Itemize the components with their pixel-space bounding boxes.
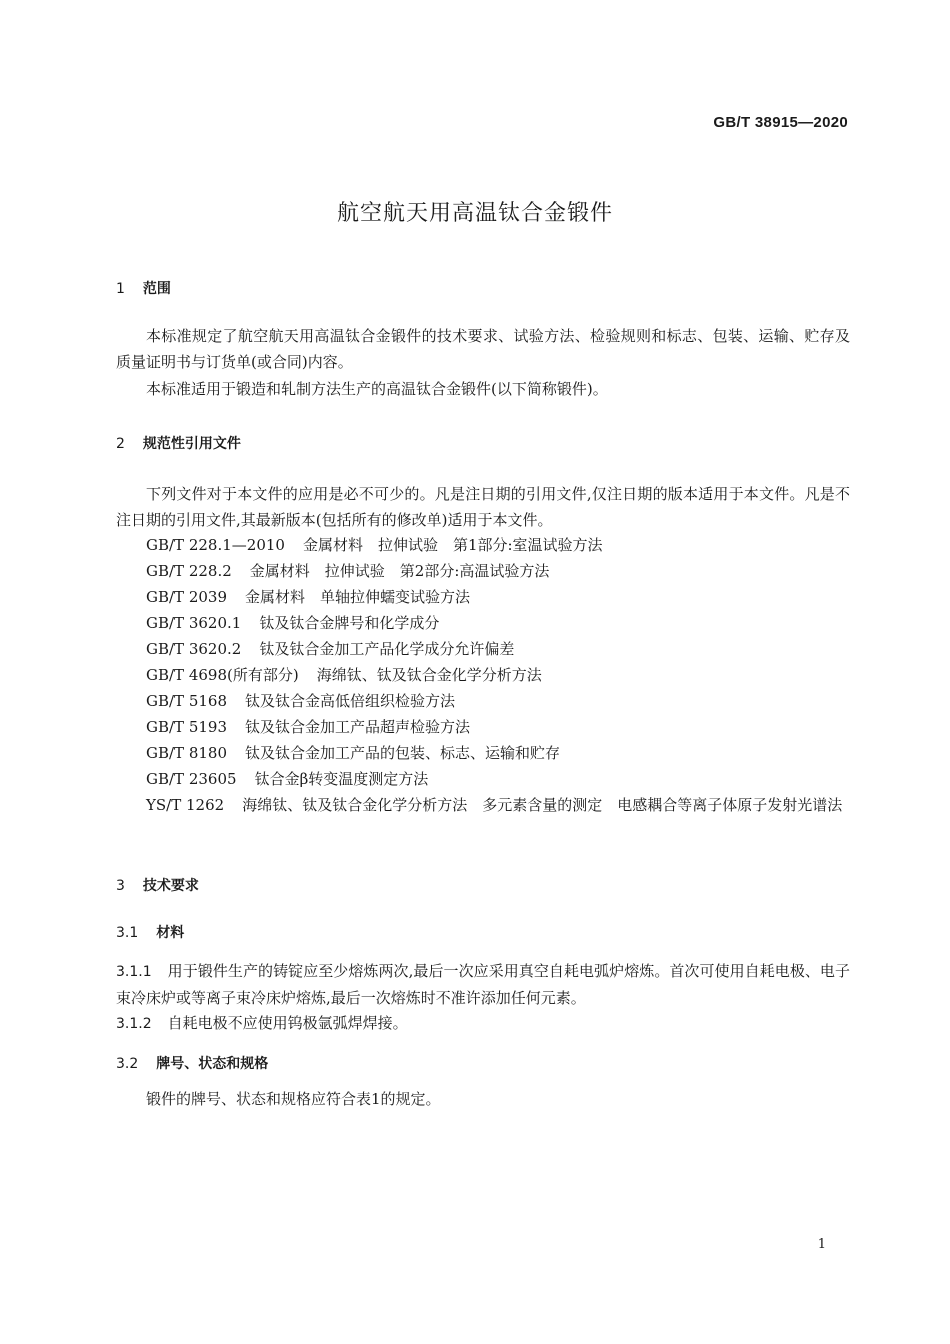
document-title: 航空航天用高温钛合金锻件: [336, 201, 613, 226]
section-3-heading: [116, 875, 199, 895]
reference-code: GB/T 2039: [146, 588, 228, 606]
clause-3-1-1: [116, 958, 850, 1011]
section-2-intro: 下列文件对于本文件的应用是必不可少的。凡是注日期的引用文件,仅注日期的版本适用于本文件。凡是不注日期的引用文件,其最新版本(包括所有的修改单)适用于本文件。: [116, 485, 850, 529]
section-title: 范围: [142, 281, 171, 297]
reference-title: 钛及钛合金加工产品超声检验方法: [245, 718, 471, 736]
reference-title: 钛及钛合金高低倍组织检验方法: [245, 692, 456, 710]
reference-item: [146, 584, 470, 610]
reference-item: [146, 662, 542, 688]
section-2-heading: [116, 433, 241, 453]
subsection-title: 材料: [156, 925, 185, 941]
reference-code: GB/T 228.1—2010: [146, 536, 285, 554]
reference-title: 钛及钛合金加工产品的包装、标志、运输和贮存: [245, 744, 561, 762]
section-number: 2: [116, 436, 125, 452]
clause-number: 3.1.2: [116, 1016, 152, 1032]
reference-item: [146, 558, 549, 584]
reference-title: 海绵钛、钛及钛合金化学分析方法: [316, 666, 542, 684]
section-3-2-paragraph: 锻件的牌号、状态和规格应符合表1的规定。: [146, 1090, 441, 1108]
reference-item: [146, 610, 439, 636]
section-1-paragraph-1: 本标准规定了航空航天用高温钛合金锻件的技术要求、试验方法、检验规则和标志、包装、运输、贮存及质量证明书与订货单(或合同)内容。: [116, 327, 850, 371]
reference-item: [146, 766, 428, 792]
reference-title: 金属材料 拉伸试验 第2部分:高温试验方法: [249, 562, 550, 580]
reference-code: GB/T 8180: [146, 744, 228, 762]
subsection-number: 3.1: [116, 925, 139, 941]
section-number: 1: [116, 281, 125, 297]
clause-number: 3.1.1: [116, 964, 152, 980]
clause-text: 自耗电极不应使用钨极氩弧焊焊接。: [167, 1014, 408, 1032]
reference-code: GB/T 23605: [146, 770, 237, 788]
reference-code: GB/T 228.2: [146, 562, 232, 580]
document-code: GB/T 38915—2020: [713, 114, 848, 131]
reference-item: [146, 740, 560, 766]
section-1-paragraph-2: 本标准适用于锻造和轧制方法生产的高温钛合金锻件(以下简称锻件)。: [146, 380, 608, 398]
clause-text: 用于锻件生产的铸锭应至少熔炼两次,最后一次应采用真空自耗电弧炉熔炼。首次可使用自耗电极、电子束冷床炉或等离子束冷床炉熔炼,最后一次熔炼时不准许添加任何元素。: [116, 962, 850, 1007]
reference-title: 金属材料 单轴拉伸蠕变试验方法: [245, 588, 471, 606]
page-number: 1: [817, 1237, 826, 1252]
clause-3-1-2: [116, 1010, 850, 1037]
reference-title: 钛及钛合金加工产品化学成分允许偏差: [259, 640, 515, 658]
reference-title: 金属材料 拉伸试验 第1部分:室温试验方法: [302, 536, 603, 554]
section-1-heading: [116, 278, 171, 298]
reference-code: GB/T 3620.2: [146, 640, 242, 658]
reference-title: 钛合金β转变温度测定方法: [254, 770, 429, 788]
reference-title: 钛及钛合金牌号和化学成分: [259, 614, 440, 632]
reference-item: [146, 688, 455, 714]
section-number: 3: [116, 878, 125, 894]
subsection-3-1-heading: [116, 922, 184, 942]
reference-code: GB/T 5193: [146, 718, 228, 736]
reference-item: [146, 714, 470, 740]
subsection-3-2-heading: [116, 1053, 268, 1073]
reference-code: GB/T 4698(所有部分): [146, 666, 299, 684]
reference-code: GB/T 5168: [146, 692, 228, 710]
reference-code: GB/T 3620.1: [146, 614, 242, 632]
reference-item: [146, 636, 514, 662]
reference-title: 海绵钛、钛及钛合金化学分析方法 多元素含量的测定 电感耦合等离子体原子发射光谱法: [242, 796, 843, 814]
reference-code: YS/T 1262: [146, 796, 225, 814]
section-title: 规范性引用文件: [142, 436, 241, 452]
reference-item: [116, 792, 850, 818]
subsection-title: 牌号、状态和规格: [156, 1056, 269, 1072]
reference-item: [146, 532, 603, 558]
section-title: 技术要求: [142, 878, 199, 894]
subsection-number: 3.2: [116, 1056, 139, 1072]
